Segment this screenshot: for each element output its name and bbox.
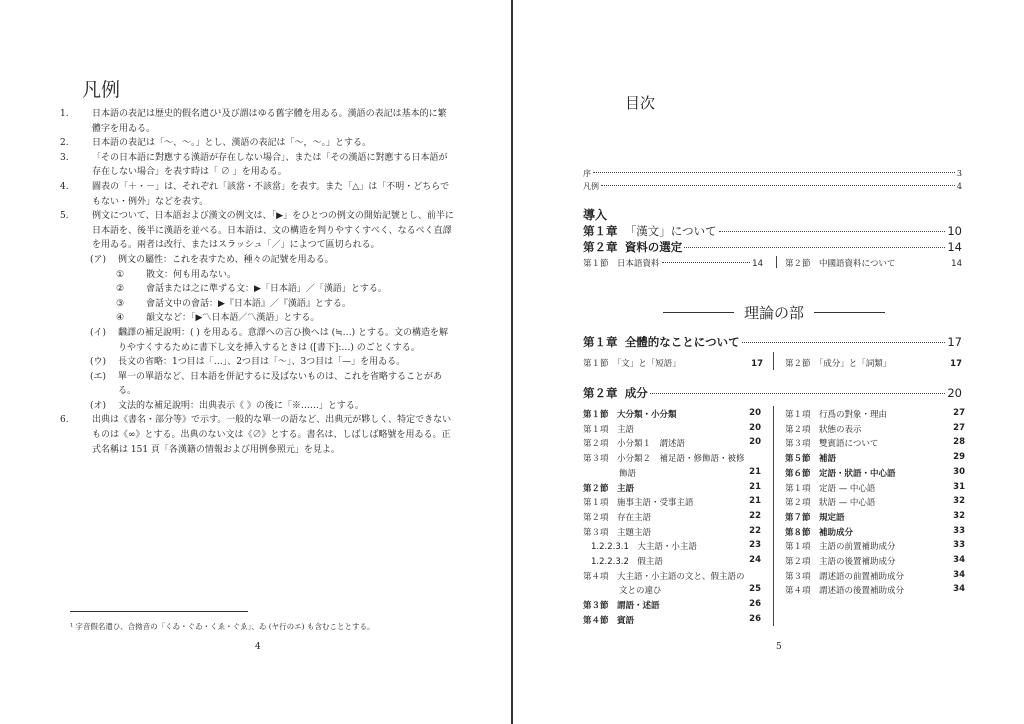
toc-section[interactable]: 第４節 賓語 26: [583, 613, 761, 626]
legend-subitem: (ア) 例文の屬性：これを表すため、種々の記號を用ゐる。: [90, 254, 334, 265]
toc-subsection[interactable]: 第１項 施事主語・受事主語 21: [583, 496, 761, 509]
toc-chapter[interactable]: 第１章 全體的なことについて 17: [583, 335, 962, 349]
toc-chapter[interactable]: 第１章 「漢文」について 10: [583, 224, 962, 238]
legend-item: 3. 「その日本語に對應する漢語が存在しない場合」、または「その漢語に對應する日本語が存在しない場合」を表す時は「 ∅ 」を用ゐる。: [60, 152, 448, 178]
legend-item: 6. 出典は《書名・部分等》で示す。一般的な單一の語など、出典元が夥しく、特定できないものは《∞》とする。出典のない文は《∅》とする。書名は、しばしば略號を用ゐる。正式名稱は 151 頁「各漢籍の情報および用例參照元」を見よ。: [60, 415, 452, 455]
toc-section[interactable]: 第８節 補助成分 33: [785, 525, 965, 538]
section-heading: 導入: [583, 208, 608, 222]
legend-item: 1. 日本語の表記は歴史的假名遣ひ¹及び謂はゆる舊字體を用ゐる。漢語の表記は基本的に繁體字を用ゐる。: [60, 109, 447, 134]
toc-section[interactable]: 第５節 補語 29: [785, 452, 965, 465]
legend-subitem: (エ) 單一の單語など、日本語を併記するに及ばないものは、これを省略することがある。: [90, 371, 443, 397]
toc-subsection[interactable]: 第３項 主題主語 22: [583, 525, 761, 538]
toc-section[interactable]: 第２節 中國語資料について 14: [785, 259, 962, 269]
toc-subsection[interactable]: 1.2.2.3.2 假主語 24: [591, 555, 761, 567]
toc-chapter[interactable]: 第２章 資料の選定 14: [583, 240, 962, 254]
column-divider: [776, 256, 777, 268]
toc-entry[interactable]: 序 3: [583, 169, 962, 178]
toc-subsection[interactable]: 第３項 謂述語の前置補助成分 34: [785, 569, 965, 582]
toc-subsection[interactable]: 第４項 大主語・小主語の文と、假主語の: [583, 571, 745, 582]
toc-section[interactable]: 第６節 定語・狀語・中心語 30: [785, 466, 965, 479]
legend-subitem: (ウ) 長文の省略：1つ目は「…」、2つ目は「～」、3つ目は「—」を用ゐる。: [90, 357, 406, 368]
toc-column-right: [785, 408, 965, 608]
toc-subsection[interactable]: 1.2.2.3.1 大主語・小主語 23: [591, 540, 761, 553]
legend-item: 2. 日本語の表記は「～、～。」とし、漢語の表記は「～，～。」とする。: [60, 138, 372, 149]
toc-subsection[interactable]: 第１項 主語の前置補助成分 33: [785, 540, 965, 553]
toc-section[interactable]: 第７節 規定語 32: [785, 510, 965, 523]
column-divider: [773, 406, 774, 626]
toc-subsection[interactable]: 第２項 小分類１ 謂述語 20: [583, 437, 761, 450]
toc-subsection[interactable]: 第３項 雙賓語について 28: [785, 437, 965, 450]
column-divider: [773, 352, 774, 370]
footnote: ¹ 字音假名遣ひ、合拗音の「くゐ・ぐゐ・くゑ・ぐゑ」、ゐ (ヤ行のエ) も含むこととする。: [70, 622, 375, 631]
part-heading: 理論の部: [663, 302, 885, 323]
toc-subsection[interactable]: 第２項 狀語 — 中心語 32: [785, 496, 965, 509]
toc-subsection[interactable]: 文との違ひ 25: [619, 584, 761, 597]
legend-title: 凡例: [82, 79, 121, 101]
page-number: 5: [776, 642, 782, 652]
toc-section[interactable]: 第２節 主語 21: [583, 481, 761, 494]
legend-subsubitem: ① 散文：何も用ゐない。: [116, 269, 237, 280]
legend-subsubitem: ④ 韻文など：「▶〽日本語／〽漢語」とする。: [116, 313, 320, 324]
toc-subsection[interactable]: 第１項 行爲の對象・理由 27: [785, 408, 965, 420]
toc-subsection[interactable]: 第１項 定語 — 中心語 31: [785, 481, 965, 494]
toc-subsection[interactable]: 飾語 21: [619, 466, 761, 479]
legend-item: 5. 例文について、日本語および漢文の例文は、「▶」をひとつの例文の開始記號とし、前半に日本語を、後半に漢語を並べる。日本語は、文の構造を判りやすくすべく、なるべく直譯を用ゐる。兩者は改行、またはスラッシュ「／」によつて區切られる。: [60, 211, 454, 251]
toc-section[interactable]: 第２節 「成分」と「詞類」 17: [785, 359, 962, 369]
toc-subsection[interactable]: 第１項 主語 20: [583, 422, 761, 435]
legend-subitem: (イ) 飜譯の補足說明：( ) を用ゐる。意譯への言ひ換へは (≒…) とする。文の構造を解りやすくするために書下し文を挿入するときは ([書下]:…) のごとくする。: [90, 327, 449, 353]
legend-body: [60, 107, 455, 457]
toc-subsection[interactable]: 第２項 狀態の表示 27: [785, 422, 965, 435]
toc-subsection[interactable]: 第２項 存在主語 22: [583, 510, 761, 523]
legend-item: 4. 圖表の「＋・－」は、それぞれ「該當・不該當」を表す。また「△」は「不明・どちらでもない・例外」などを表す。: [60, 181, 450, 207]
page-number: 4: [255, 642, 261, 652]
footnote-rule: [70, 611, 248, 612]
toc-section[interactable]: 第１節 大分類・小分類 20: [583, 408, 761, 420]
toc-subsection[interactable]: 第３項 小分類２ 補足語・修飾語・被修: [583, 454, 745, 465]
legend-subsubitem: ③ 會話文中の會話：▶『日本語』／『漢語』とする。: [116, 298, 351, 309]
toc-entry[interactable]: 凡例 4: [583, 182, 962, 191]
toc-section[interactable]: 第１節 「文」と「短語」 17: [583, 359, 763, 369]
legend-subsubitem: ② 會話または之に準ずる文：▶「日本語」／「漢語」とする。: [116, 284, 387, 295]
toc-chapter[interactable]: 第２章 成分 20: [583, 386, 962, 400]
toc-subsection[interactable]: 第４項 謂述語の後置補助成分 34: [785, 584, 965, 597]
toc-subsection[interactable]: 第２項 主語の後置補助成分 34: [785, 555, 965, 567]
toc-section[interactable]: 第３節 謂語・述語 26: [583, 599, 761, 612]
toc-section[interactable]: 第１節 日本語資料 14: [583, 259, 763, 269]
toc-title: 目次: [625, 94, 656, 112]
toc-column-left: [583, 408, 761, 628]
legend-subitem: (オ) 文法的な補足說明：出典表示《 》の後に「※……」とする。: [90, 400, 364, 411]
right-page: [513, 0, 1024, 724]
left-page: [0, 0, 511, 724]
